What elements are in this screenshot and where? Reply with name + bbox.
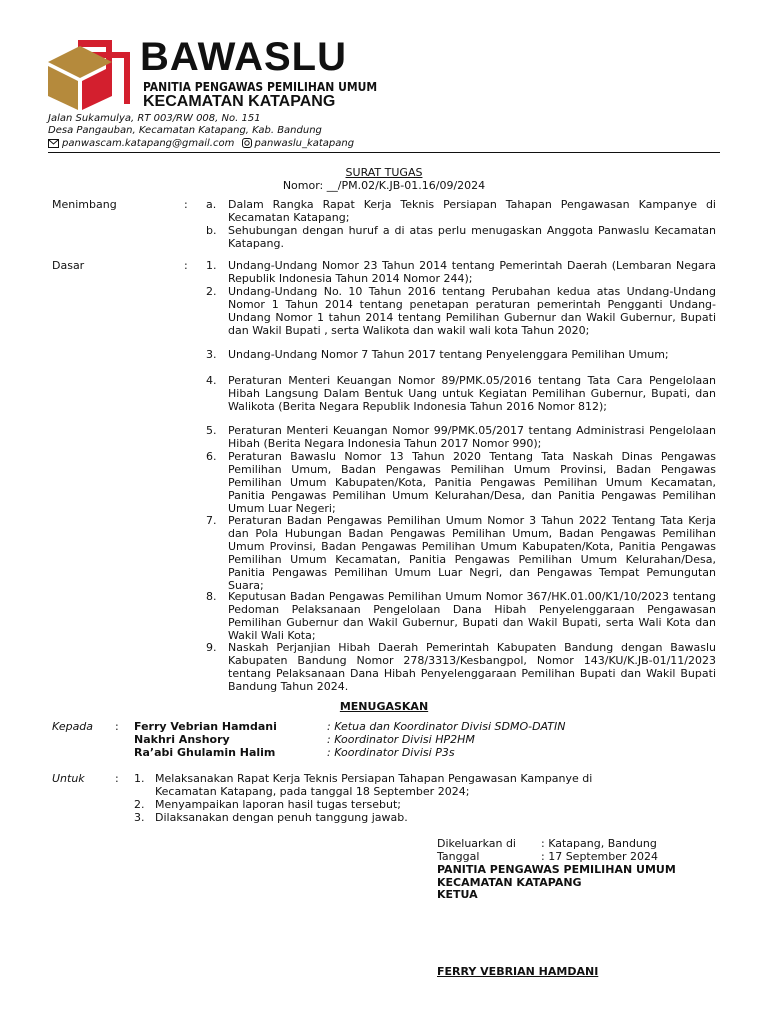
dasar-item-5: Peraturan Menteri Keuangan Nomor 99/PMK.05/2017 tentang Administrasi Pengelolaan Hibah (Berita Negara Indonesia Tahun 2017 Nomor 990);: [228, 424, 716, 450]
instagram-text: panwaslu_katapang: [254, 138, 355, 149]
dasar-item-4: Peraturan Menteri Keuangan Nomor 89/PMK.05/2016 tentang Tata Cara Pengelolaan Hibah Langsung Dalam Bentuk Uang untuk Kegiatan Pemilihan Gubernur, Bupati, dan Walikota (Berita Negara Republik Indonesia Tahun 2016 Nomor 812);: [228, 374, 716, 413]
address-line-2: Desa Pangauban, Kecamatan Katapang, Kab. Bandung: [48, 125, 322, 136]
list-marker: 4.: [206, 374, 217, 387]
date-label: Tanggal: [437, 850, 480, 863]
signatory-position: KETUA: [437, 888, 478, 901]
menugaskan-heading: MENUGASKAN: [339, 700, 429, 713]
person-name-3: Ra’abi Ghulamin Halim: [134, 746, 276, 759]
untuk-item-2: Menyampaikan laporan hasil tugas tersebut;: [155, 798, 401, 811]
issued-at-value: : Katapang, Bandung: [541, 837, 657, 850]
list-marker: 8.: [206, 590, 217, 603]
dasar-item-9: Naskah Perjanjian Hibah Daerah Pemerintah Kabupaten Bandung dengan Bawaslu Kabupaten Bandung Nomor 278/3313/Kesbangpol, Nomor 143/KU/K.JB-01/11/2023 tentang Pelaksanaan Dana Hibah Penyelenggaraan Pemilihan Bupati dan Wakil Bupati Bandung Tahun 2024.: [228, 641, 716, 693]
menimbang-colon: :: [184, 198, 188, 211]
list-marker: b.: [206, 224, 217, 237]
dasar-label: Dasar: [52, 259, 85, 272]
dasar-item-8: Keputusan Badan Pengawas Pemilihan Umum Nomor 367/HK.01.00/K1/10/2023 tentang Pedoman Pelaksanaan Pengelolaan Dana Hibah Penyelenggaraan Pengawasan Pemilihan Gubernur dan Wakil Gubernur, Bupati dan Wakil Bupati, serta Wali Kota dan Wakil Wali Kota;: [228, 590, 716, 642]
person-name-1: Ferry Vebrian Hamdani: [134, 720, 277, 733]
letterhead-divider: [48, 152, 720, 153]
person-name-2: Nakhri Anshory: [134, 733, 230, 746]
untuk-colon: :: [115, 772, 119, 785]
person-role-2: : Koordinator Divisi HP2HM: [327, 733, 475, 746]
bawaslu-logo-icon: [48, 38, 130, 110]
untuk-item-1-line-2: Kecamatan Katapang, pada tanggal 18 September 2024;: [155, 785, 470, 798]
document-number: Nomor: __/PM.02/K.JB-01.16/09/2024: [282, 179, 486, 192]
dasar-item-1: Undang-Undang Nomor 23 Tahun 2014 tentang Pemerintah Daerah (Lembaran Negara Republik Indonesia Tahun 2014 Nomor 244);: [228, 259, 716, 285]
untuk-label: Untuk: [52, 772, 85, 785]
list-marker: a.: [206, 198, 217, 211]
list-marker: 2.: [206, 285, 217, 298]
address-line-1: Jalan Sukamulya, RT 003/RW 008, No. 151: [48, 113, 261, 124]
kepada-colon: :: [115, 720, 119, 733]
signatory-org-2: KECAMATAN KATAPANG: [437, 876, 582, 889]
dasar-item-6: Peraturan Bawaslu Nomor 13 Tahun 2020 Tentang Tata Naskah Dinas Pengawas Pemilihan Umum, Badan Pengawas Pemilihan Umum Provinsi, Badan Pengawas Pemilihan Umum Kabupaten/Kota, Panitia Pengawas Pemilihan Umum Kecamatan, Panitia Pengawas Pemilihan Umum Kelurahan/Desa, dan Panitia Pengawas Pemilihan Umum Luar Negeri;: [228, 450, 716, 515]
list-marker: 5.: [206, 424, 217, 437]
list-marker: 1.: [206, 259, 217, 272]
list-marker: 9.: [206, 641, 217, 654]
list-marker: 2.: [134, 798, 145, 811]
list-marker: 7.: [206, 514, 217, 527]
issued-at-label: Dikeluarkan di: [437, 837, 516, 850]
list-marker: 3.: [134, 811, 145, 824]
kepada-label: Kepada: [52, 720, 94, 733]
contact-line: [48, 138, 354, 149]
list-marker: 6.: [206, 450, 217, 463]
instagram-icon: [242, 138, 252, 148]
org-subtitle: PANITIA PENGAWAS PEMILIHAN UMUM: [143, 80, 378, 94]
menimbang-label: Menimbang: [52, 198, 117, 211]
menimbang-item-b: Sehubungan dengan huruf a di atas perlu menugaskan Anggota Panwaslu Kecamatan Katapang.: [228, 224, 716, 250]
menimbang-item-a: Dalam Rangka Rapat Kerja Teknis Persiapan Tahapan Pengawasan Kampanye di Kecamatan Katapang;: [228, 198, 716, 224]
person-role-1: : Ketua dan Koordinator Divisi SDMO-DATIN: [327, 720, 566, 733]
dasar-item-7: Peraturan Badan Pengawas Pemilihan Umum Nomor 3 Tahun 2022 Tentang Tata Kerja dan Pola Hubungan Badan Pengawas Pemilihan Umum, Badan Pengawas Pemilihan Umum Provinsi, Badan Pengawas Pemilihan Umum Kabupaten/Kota, Panitia Pengawas Pemilihan Umum Kecamatan, Panitia Pengawas Pemilihan Umum Kelurahan/Desa, Panitia Pengawas Pemilihan Umum Luar Negri, dan Pengawas Tempat Pemungutan Suara;: [228, 514, 716, 592]
date-value: : 17 September 2024: [541, 850, 658, 863]
untuk-item-1-line-1: Melaksanakan Rapat Kerja Teknis Persiapan Tahapan Pengawasan Kampanye di: [155, 772, 593, 785]
signatory-org-1: PANITIA PENGAWAS PEMILIHAN UMUM: [437, 863, 676, 876]
list-marker: 1.: [134, 772, 145, 785]
org-district: KECAMATAN KATAPANG: [143, 93, 336, 110]
person-role-3: : Koordinator Divisi P3s: [327, 746, 455, 759]
dasar-colon: :: [184, 259, 188, 272]
signatory-name: FERRY VEBRIAN HAMDANI: [437, 965, 599, 978]
dasar-item-3: Undang-Undang Nomor 7 Tahun 2017 tentang Penyelenggara Pemilihan Umum;: [228, 348, 669, 361]
org-name: BAWASLU: [140, 35, 347, 79]
dasar-item-2: Undang-Undang No. 10 Tahun 2016 tentang Perubahan kedua atas Undang-Undang Nomor 1 Tahun 2014 tentang penetapan peraturan pemerintah Pengganti Undang-Undang Nomor 1 tahun 2014 tentang Pemilihan Gubernur dan Wakil Gubernur, Bupati dan Wakil Bupati , serta Walikota dan wakil wali kota Tahun 2020;: [228, 285, 716, 337]
untuk-item-3: Dilaksanakan dengan penuh tanggung jawab.: [155, 811, 408, 824]
email-text: panwascam.katapang@gmail.com: [62, 138, 235, 149]
document-title: SURAT TUGAS: [345, 166, 423, 179]
email-icon: [48, 139, 59, 148]
list-marker: 3.: [206, 348, 217, 361]
